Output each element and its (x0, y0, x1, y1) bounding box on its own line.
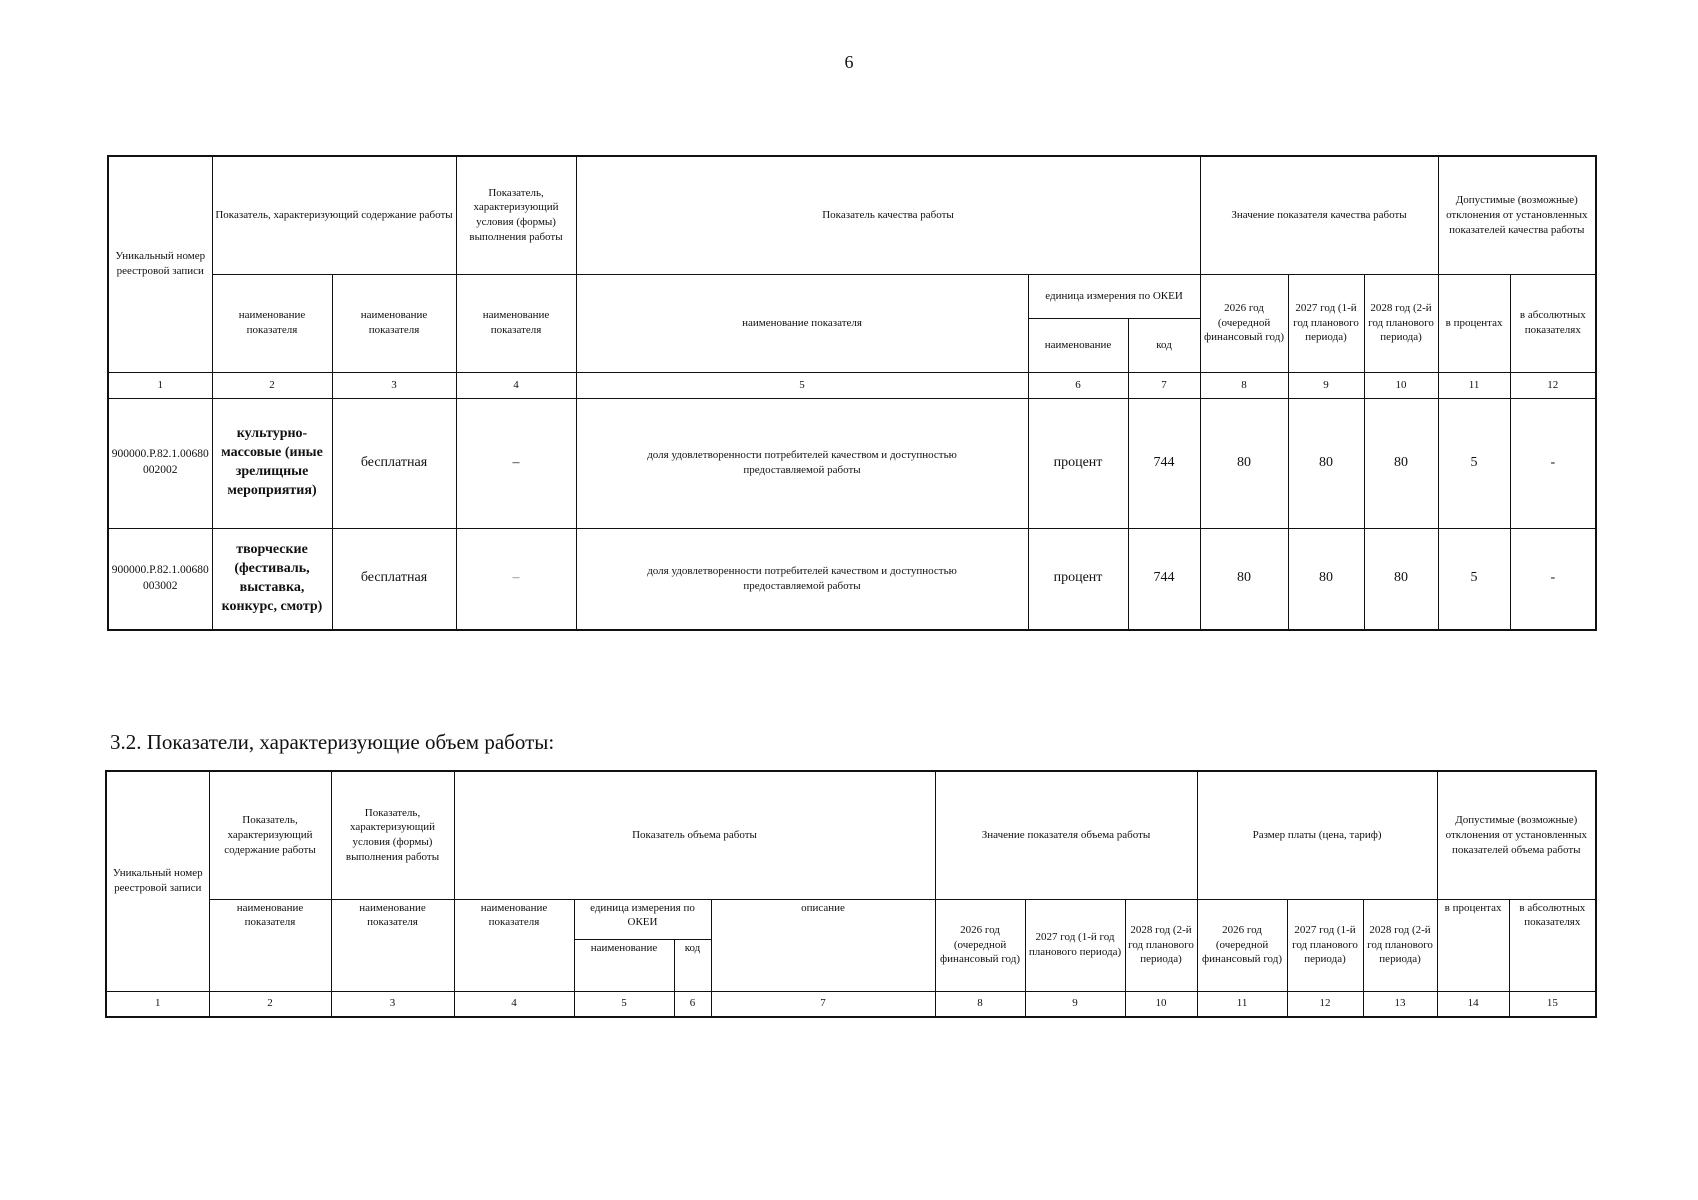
header-description: описание (711, 899, 935, 991)
condition-form: – (456, 528, 576, 630)
registry-number: 900000.Р.82.1.00680002002 (108, 398, 212, 528)
header-unique-number: Уникальный номер реестровой записи (106, 771, 209, 991)
col-number: 3 (331, 991, 454, 1017)
volume-indicators-table (105, 770, 1597, 1018)
deviation-absolute: - (1510, 398, 1596, 528)
header-year-2026: 2026 год (очередной финансовый год) (1200, 274, 1288, 372)
condition-name: бесплатная (332, 528, 456, 630)
content-name: культурно-массовые (иные зрелищные мероприятия) (212, 398, 332, 528)
col-number: 8 (935, 991, 1025, 1017)
col-number: 12 (1510, 372, 1596, 398)
table-row (108, 398, 1596, 528)
value-2028: 80 (1364, 528, 1438, 630)
header-volume-2028: 2028 год (2-й год планового периода) (1125, 899, 1197, 991)
deviation-absolute: - (1510, 528, 1596, 630)
header-in-percent: в процентах (1437, 899, 1509, 991)
header-okei-code: код (1128, 318, 1200, 372)
col-number: 12 (1287, 991, 1363, 1017)
col-number: 2 (212, 372, 332, 398)
header-fee: Размер платы (цена, тариф) (1197, 771, 1437, 899)
header-volume-value: Значение показателя объема работы (935, 771, 1197, 899)
col-number: 6 (674, 991, 711, 1017)
value-2027: 80 (1288, 398, 1364, 528)
col-number: 11 (1197, 991, 1287, 1017)
header-condition-indicator: Показатель, характеризующий условия (формы) выполнения работы (331, 771, 454, 899)
col-number: 13 (1363, 991, 1437, 1017)
header-in-absolute: в абсолютных показателях (1510, 274, 1596, 372)
value-2026: 80 (1200, 528, 1288, 630)
header-volume-2026: 2026 год (очередной финансовый год) (935, 899, 1025, 991)
condition-form: – (456, 398, 576, 528)
col-number: 1 (108, 372, 212, 398)
condition-name: бесплатная (332, 398, 456, 528)
header-year-2028: 2028 год (2-й год планового периода) (1364, 274, 1438, 372)
col-number: 2 (209, 991, 331, 1017)
col-number: 5 (574, 991, 674, 1017)
registry-number: 900000.Р.82.1.00680003002 (108, 528, 212, 630)
col-number: 14 (1437, 991, 1509, 1017)
indicator-name: доля удовлетворенности потребителей качеством и доступностью предоставляемой работы (576, 528, 1028, 630)
deviation-percent: 5 (1438, 398, 1510, 528)
header-name-2: наименование показателя (209, 899, 331, 991)
header-name-4: наименование показателя (454, 899, 574, 991)
header-condition-indicator: Показатель, характеризующий условия (формы) выполнения работы (456, 156, 576, 274)
value-2026: 80 (1200, 398, 1288, 528)
header-okei: единица измерения по ОКЕИ (1028, 274, 1200, 318)
page-number: 6 (844, 52, 854, 72)
col-number: 15 (1509, 991, 1596, 1017)
header-name-4: наименование показателя (456, 274, 576, 372)
header-deviations: Допустимые (возможные) отклонения от установленных показателей качества работы (1438, 156, 1596, 274)
header-volume-indicator: Показатель объема работы (454, 771, 935, 899)
table-row (108, 528, 1596, 630)
unit-name: процент (1028, 528, 1128, 630)
header-okei-name: наименование (1028, 318, 1128, 372)
header-quality-value: Значение показателя качества работы (1200, 156, 1438, 274)
header-fee-2028: 2028 год (2-й год планового периода) (1363, 899, 1437, 991)
indicator-name: доля удовлетворенности потребителей качеством и доступностью предоставляемой работы (576, 398, 1028, 528)
header-okei-code: код (674, 939, 711, 991)
header-name-3: наименование показателя (332, 274, 456, 372)
col-number: 4 (454, 991, 574, 1017)
value-2027: 80 (1288, 528, 1364, 630)
col-number: 7 (1128, 372, 1200, 398)
header-quality-indicator: Показатель качества работы (576, 156, 1200, 274)
header-name-5: наименование показателя (576, 274, 1028, 372)
col-number: 7 (711, 991, 935, 1017)
col-number: 10 (1125, 991, 1197, 1017)
header-deviations: Допустимые (возможные) отклонения от установленных показателей объема работы (1437, 771, 1596, 899)
col-number: 4 (456, 372, 576, 398)
col-number: 5 (576, 372, 1028, 398)
col-number: 1 (106, 991, 209, 1017)
header-name-2: наименование показателя (212, 274, 332, 372)
column-numbers-row (108, 372, 1596, 398)
col-number: 10 (1364, 372, 1438, 398)
unit-code: 744 (1128, 528, 1200, 630)
unit-name: процент (1028, 398, 1128, 528)
col-number: 11 (1438, 372, 1510, 398)
unit-code: 744 (1128, 398, 1200, 528)
header-okei-name: наименование (574, 939, 674, 991)
header-okei: единица измерения по ОКЕИ (574, 899, 711, 939)
col-number: 8 (1200, 372, 1288, 398)
header-volume-2027: 2027 год (1-й год планового периода) (1025, 899, 1125, 991)
deviation-percent: 5 (1438, 528, 1510, 630)
value-2028: 80 (1364, 398, 1438, 528)
header-year-2027: 2027 год (1-й год планового периода) (1288, 274, 1364, 372)
header-in-absolute: в абсолютных показателях (1509, 899, 1596, 991)
col-number: 3 (332, 372, 456, 398)
header-unique-number: Уникальный номер реестровой записи (108, 156, 212, 372)
header-content-indicator: Показатель, характеризующий содержание работы (209, 771, 331, 899)
col-number: 9 (1288, 372, 1364, 398)
col-number: 6 (1028, 372, 1128, 398)
header-name-3: наименование показателя (331, 899, 454, 991)
header-fee-2026: 2026 год (очередной финансовый год) (1197, 899, 1287, 991)
column-numbers-row (106, 991, 1596, 1017)
section-title: 3.2. Показатели, характеризующие объем работы: (110, 730, 555, 754)
header-fee-2027: 2027 год (1-й год планового периода) (1287, 899, 1363, 991)
quality-indicators-table (107, 155, 1597, 631)
content-name: творческие (фестиваль, выставка, конкурс, смотр) (212, 528, 332, 630)
header-content-indicator: Показатель, характеризующий содержание работы (212, 156, 456, 274)
header-in-percent: в процентах (1438, 274, 1510, 372)
col-number: 9 (1025, 991, 1125, 1017)
